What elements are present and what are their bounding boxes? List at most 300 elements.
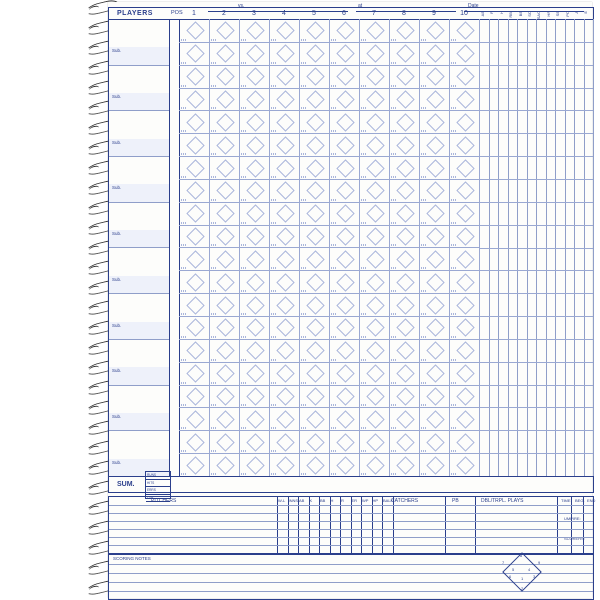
at-bat-cell[interactable]	[359, 42, 390, 66]
lineup-sub-row[interactable]	[109, 184, 169, 202]
at-bat-cell[interactable]	[269, 316, 300, 340]
at-bat-cell[interactable]	[299, 202, 330, 226]
at-bat-cell[interactable]	[359, 88, 390, 112]
count-tick	[331, 62, 332, 64]
at-bat-cell[interactable]	[209, 179, 240, 203]
count-tick	[423, 427, 424, 429]
lineup-sub-row[interactable]	[109, 367, 169, 385]
count-tick	[453, 450, 454, 452]
at-bat-cell[interactable]	[239, 362, 270, 386]
at-bat-cell[interactable]	[329, 88, 360, 112]
at-bat-cell[interactable]	[449, 339, 480, 363]
pitcher-header-k: K	[309, 498, 313, 503]
at-bat-cell[interactable]	[179, 339, 210, 363]
at-bat-cell[interactable]	[389, 385, 420, 409]
at-bat-cell[interactable]	[269, 88, 300, 112]
lineup-row[interactable]	[109, 65, 169, 94]
at-bat-cell[interactable]	[239, 293, 270, 317]
diamond-icon	[306, 113, 324, 131]
at-bat-cell[interactable]	[449, 133, 480, 157]
at-bat-cell[interactable]	[209, 248, 240, 272]
at-bat-cell[interactable]	[299, 19, 330, 43]
at-bat-cell[interactable]	[359, 156, 390, 180]
total-row-rule	[479, 133, 593, 134]
count-tick	[275, 176, 276, 178]
at-bat-cell[interactable]	[299, 385, 330, 409]
at-bat-cell[interactable]	[449, 270, 480, 294]
diamond-icon	[276, 45, 294, 63]
at-bat-cell[interactable]	[179, 385, 210, 409]
count-tick	[241, 62, 242, 64]
count-tick	[423, 199, 424, 201]
diamond-icon	[336, 342, 354, 360]
at-bat-cell[interactable]	[239, 19, 270, 43]
at-bat-cell[interactable]	[359, 19, 390, 43]
at-bat-cell[interactable]	[389, 65, 420, 89]
at-bat-cell[interactable]	[209, 453, 240, 477]
at-bat-cell[interactable]	[269, 202, 300, 226]
at-bat-cell[interactable]	[359, 407, 390, 431]
diamond-icon	[246, 67, 264, 85]
at-bat-cell[interactable]	[179, 293, 210, 317]
at-bat-cell[interactable]	[299, 42, 330, 66]
lineup-row[interactable]	[109, 248, 169, 277]
at-bat-cell[interactable]	[209, 110, 240, 134]
at-bat-cell[interactable]	[329, 293, 360, 317]
count-tick	[451, 62, 452, 64]
at-bat-cell[interactable]	[329, 362, 360, 386]
at-bat-cell[interactable]	[359, 362, 390, 386]
diamond-icon	[396, 227, 414, 245]
at-bat-cell[interactable]	[179, 225, 210, 249]
at-bat-cell[interactable]	[359, 110, 390, 134]
at-bat-cell[interactable]	[299, 270, 330, 294]
at-bat-cell[interactable]	[449, 88, 480, 112]
at-bat-cell[interactable]	[389, 407, 420, 431]
at-bat-cell[interactable]	[419, 248, 450, 272]
at-bat-cell[interactable]	[209, 316, 240, 340]
at-bat-cell[interactable]	[209, 225, 240, 249]
at-bat-cell[interactable]	[209, 339, 240, 363]
diamond-icon	[456, 433, 474, 451]
at-bat-cell[interactable]	[209, 430, 240, 454]
at-bat-cell[interactable]	[359, 316, 390, 340]
at-bat-cell[interactable]	[359, 430, 390, 454]
at-bat-cell[interactable]	[359, 339, 390, 363]
at-bat-cell[interactable]	[209, 42, 240, 66]
at-bat-cell[interactable]	[239, 156, 270, 180]
at-bat-cell[interactable]	[299, 65, 330, 89]
at-bat-cell[interactable]	[389, 430, 420, 454]
at-bat-cell[interactable]	[329, 65, 360, 89]
count-tick	[421, 313, 422, 315]
at-bat-cell[interactable]	[359, 133, 390, 157]
at-bat-cell[interactable]	[269, 156, 300, 180]
at-bat-cell[interactable]	[329, 202, 360, 226]
at-bat-cell[interactable]	[299, 316, 330, 340]
diamond-icon	[216, 296, 234, 314]
diamond-icon	[186, 67, 204, 85]
at-bat-cell[interactable]	[179, 65, 210, 89]
at-bat-cell[interactable]	[239, 339, 270, 363]
at-bat-cell[interactable]	[449, 19, 480, 43]
at-bat-cell[interactable]	[179, 88, 210, 112]
at-bat-cell[interactable]	[269, 133, 300, 157]
at-bat-cell[interactable]	[419, 19, 450, 43]
lineup-sub-row[interactable]	[109, 322, 169, 340]
diamond-icon	[186, 364, 204, 382]
at-bat-cell[interactable]	[299, 110, 330, 134]
at-bat-cell[interactable]	[209, 88, 240, 112]
at-bat-cell[interactable]	[449, 202, 480, 226]
at-bat-cell[interactable]	[299, 430, 330, 454]
total-header-r: R	[489, 11, 495, 14]
at-bat-cell[interactable]	[179, 19, 210, 43]
at-bat-cell[interactable]	[359, 453, 390, 477]
at-bat-cell[interactable]	[359, 65, 390, 89]
at-bat-cell[interactable]	[209, 362, 240, 386]
at-bat-cell[interactable]	[419, 133, 450, 157]
at-bat-cell[interactable]	[269, 65, 300, 89]
at-bat-cell[interactable]	[329, 42, 360, 66]
at-bat-cell[interactable]	[389, 88, 420, 112]
total-header-rbi: RBI	[508, 11, 514, 18]
at-bat-cell[interactable]	[179, 453, 210, 477]
at-bat-cell[interactable]	[419, 65, 450, 89]
at-bat-cell[interactable]	[299, 293, 330, 317]
at-bat-cell[interactable]	[389, 270, 420, 294]
at-bat-cell[interactable]	[449, 362, 480, 386]
count-tick	[271, 313, 272, 315]
lineup-row[interactable]	[109, 110, 169, 139]
at-bat-cell[interactable]	[179, 110, 210, 134]
at-bat-cell[interactable]	[179, 362, 210, 386]
count-tick	[211, 359, 212, 361]
diamond-icon	[336, 67, 354, 85]
lineup-sub-row[interactable]	[109, 93, 169, 111]
count-tick	[211, 290, 212, 292]
diamond-icon	[216, 45, 234, 63]
lineup-sub-row[interactable]	[109, 139, 169, 157]
count-tick	[421, 473, 422, 475]
count-tick	[361, 313, 362, 315]
count-tick	[331, 107, 332, 109]
at-bat-cell[interactable]	[269, 339, 300, 363]
at-bat-cell[interactable]	[299, 339, 330, 363]
at-bat-cell[interactable]	[419, 156, 450, 180]
at-bat-cell[interactable]	[179, 202, 210, 226]
inning-header-8: 8	[402, 10, 406, 17]
at-bat-cell[interactable]	[239, 42, 270, 66]
at-bat-cell[interactable]	[449, 179, 480, 203]
at-bat-cell[interactable]	[179, 133, 210, 157]
count-tick	[185, 199, 186, 201]
lineup-sub-row[interactable]	[109, 276, 169, 294]
at-bat-cell[interactable]	[209, 202, 240, 226]
beg-label: BEG.	[575, 498, 585, 503]
at-bat-cell[interactable]	[419, 293, 450, 317]
at-bat-cell[interactable]	[389, 42, 420, 66]
count-tick	[213, 222, 214, 224]
at-bat-cell[interactable]	[389, 156, 420, 180]
at-bat-cell[interactable]	[329, 270, 360, 294]
count-tick	[331, 359, 332, 361]
count-tick	[361, 107, 362, 109]
at-bat-cell[interactable]	[389, 19, 420, 43]
at-bat-cell[interactable]	[209, 293, 240, 317]
at-bat-cell[interactable]	[239, 133, 270, 157]
count-tick	[181, 382, 182, 384]
count-tick	[275, 107, 276, 109]
at-bat-cell[interactable]	[179, 316, 210, 340]
at-bat-cell[interactable]	[239, 407, 270, 431]
at-bat-cell[interactable]	[269, 248, 300, 272]
count-tick	[425, 199, 426, 201]
at-bat-cell[interactable]	[269, 293, 300, 317]
at-bat-cell[interactable]	[239, 225, 270, 249]
count-tick	[211, 62, 212, 64]
at-bat-cell[interactable]	[359, 225, 390, 249]
at-bat-cell[interactable]	[299, 248, 330, 272]
at-bat-cell[interactable]	[269, 19, 300, 43]
at-bat-cell[interactable]	[389, 453, 420, 477]
at-bat-cell[interactable]	[299, 407, 330, 431]
count-tick	[331, 313, 332, 315]
count-tick	[363, 130, 364, 132]
at-bat-cell[interactable]	[179, 407, 210, 431]
at-bat-cell[interactable]	[239, 453, 270, 477]
at-bat-cell[interactable]	[359, 385, 390, 409]
at-bat-cell[interactable]	[329, 179, 360, 203]
count-tick	[243, 473, 244, 475]
at-bat-cell[interactable]	[329, 385, 360, 409]
count-tick	[331, 153, 332, 155]
at-bat-cell[interactable]	[389, 225, 420, 249]
at-bat-cell[interactable]	[449, 156, 480, 180]
at-bat-cell[interactable]	[449, 225, 480, 249]
at-bat-cell[interactable]	[329, 407, 360, 431]
at-bat-cell[interactable]	[239, 270, 270, 294]
at-bat-cell[interactable]	[209, 407, 240, 431]
at-bat-cell[interactable]	[179, 430, 210, 454]
count-tick	[181, 427, 182, 429]
at-bat-cell[interactable]	[329, 19, 360, 43]
at-bat-cell[interactable]	[359, 248, 390, 272]
sub-label: Sub.	[112, 368, 122, 374]
at-bat-cell[interactable]	[419, 225, 450, 249]
at-bat-cell[interactable]	[419, 88, 450, 112]
at-bat-cell[interactable]	[239, 202, 270, 226]
at-bat-cell[interactable]	[299, 133, 330, 157]
lineup-row[interactable]	[109, 19, 169, 48]
at-bat-cell[interactable]	[389, 110, 420, 134]
at-bat-cell[interactable]	[269, 179, 300, 203]
at-bat-cell[interactable]	[269, 385, 300, 409]
at-bat-cell[interactable]	[449, 430, 480, 454]
at-bat-cell[interactable]	[419, 407, 450, 431]
at-bat-cell[interactable]	[359, 202, 390, 226]
at-bat-cell[interactable]	[449, 453, 480, 477]
at-bat-cell[interactable]	[329, 248, 360, 272]
at-bat-cell[interactable]	[179, 156, 210, 180]
lineup-sub-row[interactable]	[109, 230, 169, 248]
at-bat-cell[interactable]	[269, 430, 300, 454]
at-bat-cell[interactable]	[299, 179, 330, 203]
at-bat-cell[interactable]	[389, 362, 420, 386]
at-bat-cell[interactable]	[419, 453, 450, 477]
at-bat-cell[interactable]	[359, 270, 390, 294]
at-bat-cell[interactable]	[419, 270, 450, 294]
at-bat-cell[interactable]	[239, 110, 270, 134]
diamond-icon	[336, 227, 354, 245]
count-tick	[245, 359, 246, 361]
diamond-icon	[216, 342, 234, 360]
count-tick	[183, 313, 184, 315]
at-bat-cell[interactable]	[329, 339, 360, 363]
count-tick	[393, 267, 394, 269]
at-bat-cell[interactable]	[209, 65, 240, 89]
count-tick	[241, 267, 242, 269]
at-bat-cell[interactable]	[269, 110, 300, 134]
count-tick	[333, 450, 334, 452]
count-tick	[241, 85, 242, 87]
count-tick	[301, 130, 302, 132]
at-bat-cell[interactable]	[449, 293, 480, 317]
at-bat-cell[interactable]	[239, 385, 270, 409]
count-tick	[181, 404, 182, 406]
at-bat-cell[interactable]	[419, 362, 450, 386]
at-bat-cell[interactable]	[419, 385, 450, 409]
count-tick	[245, 85, 246, 87]
lineup-row[interactable]	[109, 293, 169, 322]
count-tick	[393, 62, 394, 64]
at-bat-cell[interactable]	[299, 156, 330, 180]
at-bat-cell[interactable]	[269, 453, 300, 477]
count-tick	[183, 473, 184, 475]
at-bat-cell[interactable]	[449, 385, 480, 409]
at-bat-cell[interactable]	[449, 110, 480, 134]
diamond-icon	[276, 456, 294, 474]
at-bat-cell[interactable]	[389, 316, 420, 340]
count-tick	[211, 222, 212, 224]
at-bat-cell[interactable]	[209, 270, 240, 294]
at-bat-cell[interactable]	[209, 19, 240, 43]
count-tick	[391, 382, 392, 384]
count-tick	[213, 39, 214, 41]
count-tick	[273, 176, 274, 178]
count-tick	[423, 382, 424, 384]
at-bat-cell[interactable]	[449, 248, 480, 272]
at-bat-cell[interactable]	[239, 316, 270, 340]
at-bat-cell[interactable]	[389, 202, 420, 226]
at-bat-cell[interactable]	[269, 407, 300, 431]
at-bat-cell[interactable]	[239, 248, 270, 272]
lineup-row[interactable]	[109, 202, 169, 231]
at-bat-cell[interactable]	[179, 248, 210, 272]
at-bat-cell[interactable]	[299, 453, 330, 477]
lineup-row[interactable]	[109, 385, 169, 414]
at-bat-cell[interactable]	[449, 407, 480, 431]
at-bat-cell[interactable]	[179, 179, 210, 203]
lineup-row[interactable]	[109, 156, 169, 185]
count-tick	[303, 39, 304, 41]
diamond-icon	[396, 22, 414, 40]
diamond-icon	[216, 182, 234, 200]
at-bat-cell[interactable]	[419, 110, 450, 134]
lineup-sub-row[interactable]	[109, 47, 169, 65]
at-bat-cell[interactable]	[209, 156, 240, 180]
at-bat-cell[interactable]	[269, 225, 300, 249]
at-bat-cell[interactable]	[179, 42, 210, 66]
at-bat-cell[interactable]	[419, 202, 450, 226]
lineup-row[interactable]	[109, 339, 169, 368]
at-bat-cell[interactable]	[239, 88, 270, 112]
at-bat-cell[interactable]	[389, 133, 420, 157]
at-bat-cell[interactable]	[329, 110, 360, 134]
at-bat-cell[interactable]	[239, 65, 270, 89]
at-bat-cell[interactable]	[239, 430, 270, 454]
at-bat-cell[interactable]	[269, 362, 300, 386]
at-bat-cell[interactable]	[389, 179, 420, 203]
count-tick	[365, 450, 366, 452]
at-bat-cell[interactable]	[389, 339, 420, 363]
count-tick	[395, 107, 396, 109]
count-tick	[271, 176, 272, 178]
at-bat-cell[interactable]	[299, 362, 330, 386]
at-bat-cell[interactable]	[179, 270, 210, 294]
at-bat-cell[interactable]	[299, 88, 330, 112]
at-bat-cell[interactable]	[449, 65, 480, 89]
count-tick	[331, 85, 332, 87]
at-bat-cell[interactable]	[419, 316, 450, 340]
at-bat-cell[interactable]	[419, 339, 450, 363]
at-bat-cell[interactable]	[449, 42, 480, 66]
at-bat-cell[interactable]	[419, 42, 450, 66]
at-bat-cell[interactable]	[329, 453, 360, 477]
at-bat-cell[interactable]	[359, 179, 390, 203]
count-tick	[305, 359, 306, 361]
at-bat-cell[interactable]	[419, 179, 450, 203]
count-tick	[363, 107, 364, 109]
count-tick	[333, 313, 334, 315]
at-bat-cell[interactable]	[329, 316, 360, 340]
at-bat-cell[interactable]	[269, 42, 300, 66]
at-bat-cell[interactable]	[329, 430, 360, 454]
count-tick	[423, 107, 424, 109]
count-tick	[395, 382, 396, 384]
at-bat-cell[interactable]	[299, 225, 330, 249]
count-tick	[395, 222, 396, 224]
at-bat-cell[interactable]	[419, 430, 450, 454]
at-bat-cell[interactable]	[359, 293, 390, 317]
at-bat-cell[interactable]	[329, 133, 360, 157]
at-bat-cell[interactable]	[389, 293, 420, 317]
count-tick	[271, 336, 272, 338]
lineup-sub-row[interactable]	[109, 413, 169, 431]
at-bat-cell[interactable]	[449, 316, 480, 340]
count-tick	[455, 107, 456, 109]
at-bat-cell[interactable]	[389, 248, 420, 272]
lineup-row[interactable]	[109, 430, 169, 459]
at-bat-cell[interactable]	[329, 225, 360, 249]
count-tick	[423, 62, 424, 64]
at-bat-cell[interactable]	[209, 133, 240, 157]
at-bat-cell[interactable]	[239, 179, 270, 203]
at-bat-cell[interactable]	[209, 385, 240, 409]
count-tick	[275, 153, 276, 155]
at-bat-cell[interactable]	[269, 270, 300, 294]
at-bat-cell[interactable]	[329, 156, 360, 180]
